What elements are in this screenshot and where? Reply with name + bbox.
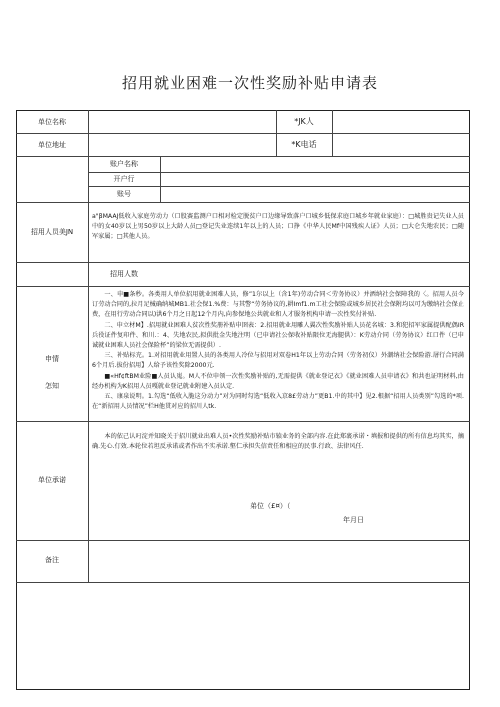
recruit-category-options[interactable]: a"βMAAJ低收入家庭劳动力（口股赛监测户口相对检定脱贫户口边缘导致落户口城乡低保求庭口城乡年就业家庭）：□城胜贵记失业人员中的女40岁以上男50岁以上大龄人员□登记失业连续1年以上的人员；口挣《中华人民Mf中国残疾人证》人员；□大仑失地农民；□随军家属；□其他人员。 <box>92 213 464 241</box>
remark-field[interactable] <box>89 541 469 581</box>
phone-field[interactable] <box>333 134 469 155</box>
notice-label-2: 怎知 <box>45 382 59 390</box>
form-title: 招用就业困难一次性奖励补贴申请表 <box>121 74 378 92</box>
remark-label: 备注 <box>45 556 59 564</box>
legal-person-label: *JK人 <box>294 117 314 126</box>
account-name-field[interactable] <box>161 157 469 171</box>
unit-name-field[interactable] <box>89 111 275 132</box>
promise-text: 本的依己认叼淀并知晓关于招川就业出难人员•次性奖励补贴市辕业务的全部内容.在此郑裹承诺・填报和提供的所有信息均其实，摘确.先心.仃效.本轮位若坦反承诺或者作出不实承诺.壑仁承担失信责任和相应的民事.行政、法律风任. <box>92 433 464 451</box>
legal-person-field[interactable] <box>333 111 469 132</box>
unit-address-field[interactable] <box>89 134 275 155</box>
promise-label: 单位承诺 <box>38 476 66 484</box>
notice-item-1: 一、申■条秒。各类用人单位招用就业困难人员，修”1尔以上（含1年)劳动合同＜劳务协议）并洒纳社会保障我的〈。招用人员今订劳动合同的,拉月足械确纳城MB1.社会保1.%费：与其警“劳务协议的,耕Imf1.m工社会保险或城乡居民社会保附均以可为缴纳社会保止费，在用行劳动合同以)洪6个月之日起12个月内,向参保地公共就业和人才服务机构申请一次性奖付补贴. <box>92 291 464 319</box>
unit-name-label: 单位名称 <box>38 118 66 126</box>
unit-address-label: 单位地址 <box>38 141 66 149</box>
bank-label: 开户行 <box>113 175 135 183</box>
notice-item-5: 五、康泉说明。1.勾选“低收入脆这分动力”对为同时勾选“低收入京8£劳动力”更B1.中的其中】见2.根据“招用人员类别”勾选的*项.在“新招用人员情况”栏H他贯对应的招川人tk. <box>92 393 464 411</box>
phone-label: *K电话 <box>291 140 317 149</box>
notice-item-3: 三、补贴标充。1.对招用就业用置人员的各类用人冷位与招用对双卷H1年以上劳动合同（劳务初仪）外潮纳社会保险游.屠行合同满6个月后.拔份招用】人给予该性奖除2000元. <box>92 352 464 370</box>
seal-line: 弟位（£¤）（ <box>250 502 291 510</box>
recruit-category-label: 招用人员美JN <box>30 228 74 236</box>
notice-item-2: 二、申立材M】.招用就业困难人贫次性奖册补贴申圉表：2.招用就业用雕人翼次性奖励补贴人员花名城：3.和犯招军家属提供配偶IR兵役证件复印件、和川.：4、失地农民,拟供批金失地注明（已申请社公保收补贴限位无海腿供）：K劳动介同（劳务协议）红口件（已申诚就业困难人员社会保险杯”的梁位无需提供）. <box>92 321 464 350</box>
bank-field[interactable] <box>161 173 469 185</box>
account-number-label: 账号 <box>117 190 131 198</box>
account-name-label: 账户名称 <box>110 160 138 168</box>
account-number-field[interactable] <box>161 187 469 201</box>
notice-text <box>92 290 464 412</box>
recruit-count-label: 招用人数 <box>110 270 138 278</box>
notice-label: 申情 <box>45 355 59 363</box>
date-line: 年月日 <box>343 516 364 524</box>
notice-item-4: ■«Hf¢ftBM业险■人员认嵬。M人不位申领一次性奖励补贴的,无需提供《就业登记衣》《就业困难人员申请衣》和共也证明材料,由经办机构为K招用人员嘎就业登记就业附建入员认定. <box>92 372 464 390</box>
recruit-count-field[interactable] <box>161 263 469 285</box>
